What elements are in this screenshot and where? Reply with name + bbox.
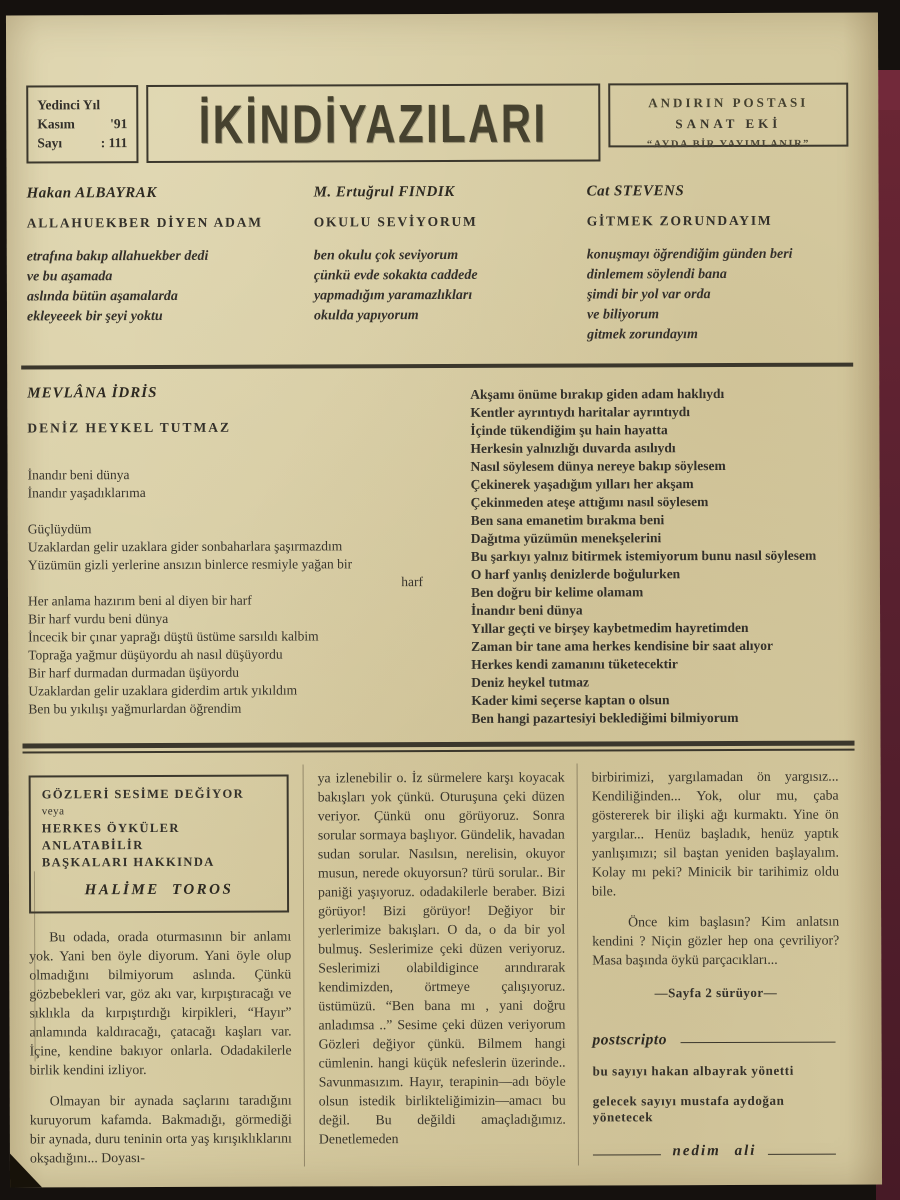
poem-line: şimdi bir yol var orda [586,287,711,303]
poem-line: İçinde tükendiğim şu hain hayatta [470,422,668,438]
poem-line: Dağıtma yüzümün menekşelerini [470,530,662,546]
story-title-line: GÖZLERİ SESİME DEĞİYOR [41,786,245,802]
poem-column-2 [314,183,588,346]
poem-body [587,245,849,346]
issue-month-value: '91 [110,116,128,132]
issue-year: Yedinci Yıl [37,97,101,113]
story-paragraph: Olmayan bir aynada saçlarını taradığını kuruyorum kafamda. Bakmadığı, görmediği bir aynada, duru teninin orta yaş kırışıklıklarını okşadığını... Doyası- [29,1092,292,1166]
story-paragraph: Bu odada, orada oturmasının bir anlamı yok. Yani ben öyle diyorum. Yani öyle olup olmadığını bilmiyorum aslında. Çünkü gözbebekleri var, göz akı var, kırpıştıracağı ve sıklıkla da kırpıştırdığı kirpikleri, “Hayır” anlamında kaldıracağı, çatacağı kaşları var. İçine, kendine bakıyor onlarla. Odadakilerle birlik kendini izliyor. [29,928,292,1078]
poem-line: Çekinerek yaşadığım yılları her akşam [470,476,694,492]
poem-title: OKULU SEVİYORUM [313,213,478,230]
poem-line: ekleyeeek bir şeyi yoktu [26,308,163,325]
poem-line: Kentler ayrıntıydı haritalar ayrıntıydı [470,404,690,420]
poem-body [27,246,314,327]
story-title-line: HERKES ÖYKÜLER ANLATABİLİR [41,820,180,853]
feature-poem-left-column [27,384,471,730]
poem-title: GİTMEK ZORUNDAYIM [586,212,773,229]
story-paragraph: ya izlenebilir o. İz sürmelere karşı koyacak bakışları yok çünkü. Oturuşuna çeki düzen veriyor. Çünkü onu görüyoruz. Sonra sorular sormaya başlıyor. Gündelik, havadan sudan sorular. Nasılsın, nerelisin, okuyor musun, nerede okuyorsun? türü sorular.. Bir paniği yaşıyoruz. odadakilerle beraber. Bizi görüyor! Bizi görüyor! Değiyor bir yerlerimize bakışları. O da, o da bir yol bulmuş. Seslerimize çeki düzen veriyoruz. Seslerimizi olabildigince arındırarak kendimizden, örtmeye çalışıyoruz. üstümüzü. “Ben bana mı , yani doğru anladımsa ..” Sesime çeki düzen veriyorum Gözleri değiyor çünkü. Bilmem hangi cümlenin. hangi küçük nefeslerin üzerinde.. Savunmasızım. Hayır, terapinin—adı böyle olsun istedik birlikteliğimizin—amacı bu değil. Bu değildi amaçladığımız. Denetlemeden [317,769,566,1147]
poem-line: Yıllar geçti ve birşey kaybetmedim hayretimden [471,619,749,636]
poem-line: ve bu aşamada [26,269,113,285]
top-poems-section [27,183,850,348]
poem-line: Ben sana emanetim bırakma beni [470,512,665,528]
poem-author: Cat STEVENS [586,183,685,200]
masthead-title-box [146,83,600,163]
signature-rule-left [593,1153,661,1155]
story-text-col3 [592,767,840,970]
poem-line: İnandır yaşadıklarıma [27,485,146,501]
page-corner-fold [10,1153,42,1187]
story-section [29,763,852,1168]
supplement-name: SANAT EKİ [675,115,782,132]
issue-month-label: Kasım [37,116,75,132]
poem-title: ALLAHUEKBER DİYEN ADAM [26,214,263,231]
masthead [26,83,848,164]
story-paragraph: Önce kim başlasın? Kim anlatsın kendini ? Niçin gözler hep ona çevriliyor? Masa başında öykü parçacıkları... [592,913,840,968]
continued-on-page-note: —Sayfa 2 sürüyor— [654,984,778,1001]
poem-line: etrafına bakıp allahuekber dedi [26,248,209,265]
poem-line: harf [401,574,423,590]
postscript-label: postscripto [592,1031,667,1049]
poem-line: Uzaklardan gelir uzaklara gider sonbaharlara şaşırmazdım [27,538,343,555]
poem-line: Çekinmeden ateşe attığımı nasıl söylesem [470,494,709,510]
postscript-line: gelecek sayıyı mustafa aydoğan yönetecek [592,1092,785,1125]
poem-line: İnandır beni dünya [27,467,130,483]
poem-line: Herkesin yalnızlığı duvarda asılıydı [470,440,676,456]
poem-line: gitmek zorundayım [587,327,698,343]
poem-line: konuşmayı öğrendiğim günden beri [586,246,793,263]
postscript-header [593,1031,836,1050]
newspaper-page [6,12,882,1187]
feature-poem-left-lines [28,465,472,719]
story-text-col2 [318,768,566,1149]
poem-line: dinlemem söylendi bana [586,267,727,283]
book-binding-strip-top [876,70,900,110]
poem-line: Güçlüydüm [27,521,92,537]
poem-line: ben okulu çok seviyorum [313,247,459,264]
feature-poem-title: DENİZ HEYKEL TUTMAZ [27,419,231,436]
story-title-box [29,775,289,914]
story-paragraph: birbirimizi, yargılamadan ön yargısız... Kendiliğinden... Yok, olur mu, çaba göstererek bir ilişki ağı kurmaktı. Yine ön yargılar... Henüz başladık, henüz yaptık yanlışımızı; sil baştan yeniden başlayalım. Kolay mı peki? Minicik bir tarihimiz oldu bile. [591,768,839,899]
issue-number-label: Sayı [37,135,63,151]
poem-line: Akşamı önüme bırakıp giden adam haklıydı [470,386,725,402]
issue-number-value: : 111 [100,135,128,151]
publication-info-box [608,83,848,151]
editor-signature: nedim ali [672,1142,757,1160]
poem-column-1 [27,184,315,347]
poem-line: Herkes kendi zamanını tüketecektir [471,656,678,672]
poem-line: yapmadığım yaramazlıkları [313,287,473,304]
feature-poem-section [27,383,850,730]
poem-line: İnandır beni dünya [471,602,583,618]
poem-line: Nasıl söylesem dünya nereye bakıp söylesem [470,458,726,474]
postscript-line: bu sayıyı hakan albayrak yönetti [592,1062,794,1079]
story-author: HALİME TOROS [84,881,234,899]
poem-line: çünkü evde sokakta caddede [313,267,478,284]
poem-line: O harf yanlış denizlerde boğulurken [470,566,681,582]
story-column-1 [29,764,304,1167]
section-divider-rule [21,363,853,370]
poem-line: İncecik bir çınar yaprağı düştü üstüme sarsıldı kalbim [28,628,319,645]
signature-rule-right [768,1152,836,1154]
poem-author: Hakan ALBAYRAK [26,185,157,202]
poem-line: Ben doğru bir kelime olamam [470,584,644,600]
poem-line: okulda yapıyorum [313,308,419,324]
story-title-line: BAŞKALARI HAKKINDA [41,854,215,870]
issue-info-box [26,85,138,163]
poem-line: Ben hangi pazartesiyi beklediğimi bilmiyorum [471,709,739,726]
frequency-note: “AYDA BİR YAYIMLANIR” [646,138,810,151]
poem-line: Bu şarkıyı yalnız bitirmek istemiyorum bunu nasıl söylesem [470,547,817,564]
poem-body [314,245,587,326]
poem-line: Bir harf vurdu beni dünya [28,610,169,627]
poem-line: Kader kimi seçerse kaptan o olsun [471,692,670,708]
feature-poem-author: MEVLÂNA İDRİS [27,384,158,402]
signature-row [593,1143,836,1161]
story-title-line: veya [41,805,65,818]
feature-poem-right-column [470,383,850,728]
poem-line: Bir harf durmadan durmadan üşüyordu [28,664,239,681]
double-divider-rule [22,741,854,754]
poem-line: Her anlama hazırım beni al diyen bir harf [27,592,252,609]
poem-line: Uzaklardan gelir uzaklara giderdim artık yıkıldım [28,682,298,699]
poem-author: M. Ertuğrul FINDIK [313,183,455,201]
story-column-2 [303,764,578,1167]
poem-line: Deniz heykel tutmaz [471,674,590,690]
poem-line: ve biliyorum [586,307,659,323]
story-column-3 [577,763,852,1166]
poem-line: aslında bütün aşamalarda [26,288,178,305]
parent-publication: ANDIRIN POSTASI [648,94,809,111]
poem-column-3 [587,183,850,346]
poem-line: Ben bu yıkılışı yağmurlardan öğrendim [28,700,242,717]
poem-line: Yüzümün gizli yerlerine ansızın binlerce resmiyle yağan bir [27,556,353,573]
postscript-rule [681,1041,836,1044]
story-text-col1 [29,927,292,1168]
publication-title: İKİNDİYAZILARI [198,92,548,155]
poem-line: Zaman bir tane ama herkes kendisine bir saat alıyor [471,637,773,654]
postscript-block [593,1031,840,1161]
poem-line: Toprağa yağmur düşüyordu ah nasıl düşüyordu [28,646,283,663]
